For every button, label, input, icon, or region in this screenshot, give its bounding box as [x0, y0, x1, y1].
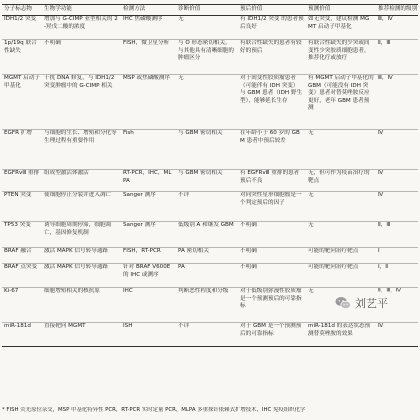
cell-function: 不明确 — [42, 40, 121, 75]
cell-grade: Ⅱ，Ⅲ — [376, 40, 418, 75]
cell-function: 增加与 G-CIMP 亚型相关的 2-羟戊二酸的浓度 — [42, 16, 121, 40]
table-header-row — [2, 5, 418, 16]
header-marker: 分子标志物 — [2, 5, 42, 16]
header-method: 检测方法 — [121, 5, 176, 16]
cell-predictive: 如无突变，建议检测 MGMT 启动子甲基化 — [306, 16, 376, 40]
header-diagnostic: 诊断价值 — [176, 5, 238, 16]
cell-diagnostic: 判断恶性程度和分级 — [176, 288, 238, 323]
cell-marker: IDH1/2 突变 — [2, 16, 42, 40]
cell-prognostic: 有 IDH1/2 突变 的患者预后良好 — [238, 16, 306, 40]
cell-prognostic: 在年龄小于 60 岁的 GBM 患者中预后较差 — [238, 130, 306, 170]
cell-method: FISH，微卫星分析 — [121, 40, 176, 75]
table-footnote: * FISH 荧光原位杂交，MSP 甲基化特异性 PCR，RT-PCR 实时定量 PCR，MLPA 多重探针依赖式扩增技术，IHC 免疫组织化学 — [2, 407, 306, 413]
cell-grade: Ⅱ，Ⅲ — [376, 222, 418, 248]
table-row — [2, 192, 418, 222]
watermark-text: 刘艺平 — [355, 297, 388, 310]
header-function: 生物学功能 — [42, 5, 121, 16]
table-row — [2, 248, 418, 264]
cell-predictive: 无 — [306, 222, 376, 248]
cell-predictive: 无，但可作为疫苗治疗的靶点 — [306, 170, 376, 192]
cell-marker: EGFR 扩增 — [2, 130, 42, 170]
cell-marker: TP53 突变 — [2, 222, 42, 248]
cell-predictive: 无 — [306, 130, 376, 170]
cell-marker: BRAF 点突变 — [2, 264, 42, 288]
cell-predictive: 有联合性缺失的少突或间变性少突胶质细胞患者，推荐化疗或放疗 — [306, 40, 376, 75]
cell-method: IHC — [121, 288, 176, 323]
cell-prognostic: 对同突性星形细胞瘤是一个判定预后的因子 — [238, 192, 306, 222]
cell-method: FISH，RT-PCR — [121, 248, 176, 264]
cell-marker: MGMT 启动子甲基化 — [2, 75, 42, 130]
cell-function: 与细胞的生长、增殖和分化等生理过程有重要作用 — [42, 130, 121, 170]
cell-grade: Ⅰ，Ⅱ — [376, 264, 418, 288]
cell-marker: Ki-67 — [2, 288, 42, 323]
cell-method: Sanger 测序 — [121, 222, 176, 248]
cell-grade: Ⅲ，Ⅳ — [376, 16, 418, 40]
cell-marker: BRAF 融合 — [2, 248, 42, 264]
cell-diagnostic: 与 O 形态密切相关，与其他具有清晰细胞的肿瘤区分 — [176, 40, 238, 75]
cell-prognostic: 不明确 — [238, 248, 306, 264]
cell-marker: miR-181d — [2, 323, 42, 347]
cell-grade: Ⅰ — [376, 248, 418, 264]
cell-grade: Ⅲ，Ⅳ — [376, 75, 418, 130]
cell-function: 组成型激活体激活 — [42, 170, 121, 192]
cell-prognostic: 有 EGFRvⅢ 重排的患者预后不良 — [238, 170, 306, 192]
cell-method: ISH — [121, 323, 176, 347]
watermark — [334, 291, 418, 315]
cell-method: Fish — [121, 130, 176, 170]
cell-function: 细胞增殖相关的核抗原 — [42, 288, 121, 323]
header-predictive: 预测价值 — [306, 5, 376, 16]
cell-diagnostic: 低级别 A 和继发 GBM — [176, 222, 238, 248]
cell-grade: Ⅳ — [376, 170, 418, 192]
cell-grade: Ⅳ — [376, 130, 418, 170]
cell-predictive: 有 MGMT 启动子甲基化的 GBM（可能没有 IDH 突变）患者对替莫唑胺反应更好，老年 GBM 患者预测 — [306, 75, 376, 130]
cell-function: 激活 MAPK 信号转导通路 — [42, 264, 121, 288]
cell-diagnostic: 不详 — [176, 192, 238, 222]
cell-diagnostic: 与 GBM 密切相关 — [176, 170, 238, 192]
table-row — [2, 170, 418, 192]
cell-method: IHC 焦磷酸测序 — [121, 16, 176, 40]
cell-diagnostic: 无 — [176, 75, 238, 130]
cell-diagnostic: PA 密切相关 — [176, 248, 238, 264]
cell-method: Sanger 测序 — [121, 192, 176, 222]
cell-function: 干扰 DNA 修复，与 IDH1/2 突变肿瘤中的 G-CIMP 相关 — [42, 75, 121, 130]
cell-method: 针对 BRAF V600E 的 IHC 或测序 — [121, 264, 176, 288]
cell-predictive: 无 — [306, 288, 376, 323]
cell-prognostic: 对于低级别弥漫性胶质瘤是一个预测预后的可靠指标 — [238, 288, 306, 323]
table-row — [2, 75, 418, 130]
cell-grade: Ⅳ — [376, 323, 418, 347]
cell-predictive: 可能的靶向治疗靶点 — [306, 248, 376, 264]
cell-marker: 1p/19q 联合性缺失 — [2, 40, 42, 75]
cell-diagnostic: 与 GBM 密切相关 — [176, 130, 238, 170]
cell-method: RT-PCR，IHC，MLPA — [121, 170, 176, 192]
header-prognostic: 预后价值 — [238, 5, 306, 16]
wechat-icon — [334, 294, 352, 312]
table-row — [2, 16, 418, 40]
cell-marker: EGFRvⅢ 重排 — [2, 170, 42, 192]
table-row — [2, 264, 418, 288]
table-row — [2, 222, 418, 248]
cell-function: 激活 MAPK 信号转导通路 — [42, 248, 121, 264]
cell-predictive: 无 — [306, 192, 376, 222]
cell-diagnostic: PA — [176, 264, 238, 288]
cell-function: 直接靶向 MGMT — [42, 323, 121, 347]
cell-prognostic: 不明确 — [238, 264, 306, 288]
header-grade: 推荐检测的级别 — [376, 5, 418, 16]
cell-predictive: miR-181d 的表达状态预测替莫唑胺的效果 — [306, 323, 376, 347]
cell-marker: PTEN 突变 — [2, 192, 42, 222]
table-row — [2, 40, 418, 75]
cell-grade: Ⅳ — [376, 192, 418, 222]
cell-prognostic: 不明确 — [238, 222, 306, 248]
cell-predictive: 可能的靶向治疗靶点 — [306, 264, 376, 288]
cell-diagnostic: 不详 — [176, 323, 238, 347]
table-row — [2, 323, 418, 347]
cell-diagnostic: 无 — [176, 16, 238, 40]
cell-function: 诱导细胞周期停滞，细胞凋亡，基因修复机制 — [42, 222, 121, 248]
cell-prognostic: 对于 GBM 是一个预测预后的可靠指标 — [238, 323, 306, 347]
cell-prognostic: 对于间变性胶质瘤患者（可能伴有 IDH 突变）与 GBM 患者（IDH 野生型），能够延长生存 — [238, 75, 306, 130]
cell-method: MSP 或焦磷酸测序 — [121, 75, 176, 130]
table-row — [2, 130, 418, 170]
cell-prognostic: 有联合性缺失的患者有较好的预后 — [238, 40, 306, 75]
cell-function: 使细胞停止分裂并进入凋亡 — [42, 192, 121, 222]
